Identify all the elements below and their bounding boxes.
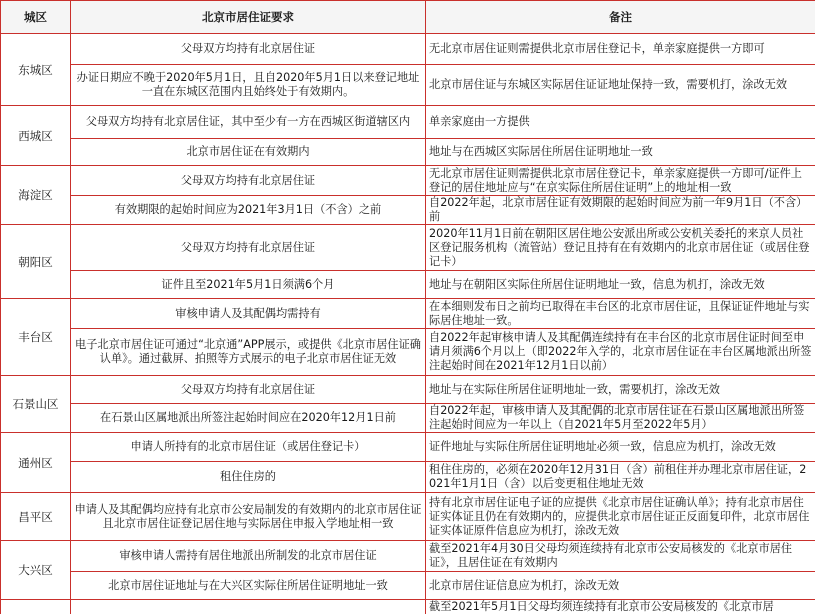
table-row <box>1 329 815 376</box>
requirement-cell: 父母双方均持有北京居住证 <box>71 166 426 196</box>
note-cell: 北京市居住证信息应为机打，涂改无效 <box>426 572 815 600</box>
requirement-cell-partial <box>71 600 426 614</box>
note-cell: 持有北京市居住证电子证的应提供《北京市居住证确认单》；持有北京市居住证实体证且仍在有效期内的，应提供北京市居住证正反面复印件，北京市居住证实体证原件信息应为机打，涂改无效 <box>426 493 815 541</box>
table-row-partial <box>1 600 815 614</box>
table-row <box>1 271 815 299</box>
requirement-cell: 父母双方均持有北京居住证 <box>71 376 426 404</box>
note-cell: 北京市居住证与东城区实际居住证证地址保持一致，需要机打，涂改无效 <box>426 65 815 106</box>
note-cell: 自2022年起，审核申请人及其配偶的北京市居住证在石景山区属地派出所签注起始时间应为一年以上（自2021年5月至2022年5月） <box>426 404 815 433</box>
note-cell: 无北京市居住证则需提供北京市居住登记卡，单亲家庭提供一方即可/证件上登记的居住地址应与“在京实际住所居住证明”上的地址相一致 <box>426 166 815 196</box>
table-row <box>1 65 815 106</box>
requirement-cell: 父母双方均持有北京居住证 <box>71 225 426 271</box>
note-cell: 2020年11月1日前在朝阳区居住地公安派出所或公安机关委托的来京人员社区登记服务机构（流管站）登记且持有在有效期内的北京市居住证（或居住登记卡） <box>426 225 815 271</box>
requirement-cell: 申请人所持有的北京市居住证（或居住登记卡） <box>71 433 426 462</box>
requirement-cell: 办证日期应不晚于2020年5月1日，且自2020年5月1日以来登记地址一直在东城区范围内且始终处于有效期内。 <box>71 65 426 106</box>
district-cell: 东城区 <box>1 34 71 106</box>
requirement-cell: 父母双方均持有北京居住证 <box>71 34 426 65</box>
note-cell: 证件地址与实际住所居住证明地址必须一致，信息应为机打，涂改无效 <box>426 433 815 462</box>
note-cell: 租住住房的，必须在2020年12月31日（含）前租住并办理北京市居住证，2021年1月1日（含）以后变更租住地址无效 <box>426 462 815 493</box>
district-cell: 朝阳区 <box>1 225 71 299</box>
table-row <box>1 196 815 225</box>
district-cell: 丰台区 <box>1 299 71 376</box>
table-header <box>1 1 815 34</box>
note-cell: 自2022年起审核申请人及其配偶连续持有在丰台区的北京市居住证时间至申请月须满6个月以上（即2022年入学的，北京市居住证在丰台区属地派出所签注起始时间在2021年12月1日以前） <box>426 329 815 376</box>
table-row <box>1 34 815 65</box>
table-row <box>1 404 815 433</box>
requirement-cell: 证件且至2021年5月1日须满6个月 <box>71 271 426 299</box>
requirement-cell: 北京市居住证地址与在大兴区实际住所居住证明地址一致 <box>71 572 426 600</box>
table-row <box>1 433 815 462</box>
table-row <box>1 572 815 600</box>
district-cell: 通州区 <box>1 433 71 493</box>
requirement-cell: 北京市居住证在有效期内 <box>71 139 426 166</box>
requirement-cell: 申请人及其配偶均应持有北京市公安局制发的有效期内的北京市居住证且北京市居住证登记居住地与实际居住申报入学地址相一致 <box>71 493 426 541</box>
table-row <box>1 139 815 166</box>
header-requirement: 北京市居住证要求 <box>71 1 426 34</box>
table-row <box>1 299 815 329</box>
table-row <box>1 166 815 196</box>
district-cell: 海淀区 <box>1 166 71 225</box>
table-row <box>1 225 815 271</box>
table-row <box>1 493 815 541</box>
note-cell: 地址与在朝阳区实际住所居住证明地址一致，信息为机打，涂改无效 <box>426 271 815 299</box>
note-cell: 地址与在西城区实际居住所居住证明地址一致 <box>426 139 815 166</box>
header-district: 城区 <box>1 1 71 34</box>
note-cell: 单亲家庭由一方提供 <box>426 106 815 139</box>
requirement-cell: 在石景山区属地派出所签注起始时间应在2020年12月1日前 <box>71 404 426 433</box>
note-cell: 在本细则发布日之前均已取得在丰台区的北京市居住证，且保证证件地址与实际居住地址一致。 <box>426 299 815 329</box>
note-cell: 无北京市居住证则需提供北京市居住登记卡，单亲家庭提供一方即可 <box>426 34 815 65</box>
table-row <box>1 462 815 493</box>
requirement-cell: 电子北京市居住证可通过“北京通”APP展示，或提供《北京市居住证确认单》。通过截屏、拍照等方式展示的电子北京市居住证无效 <box>71 329 426 376</box>
table-row <box>1 376 815 404</box>
requirement-cell: 父母双方均持有北京居住证，其中至少有一方在西城区街道辖区内 <box>71 106 426 139</box>
requirement-cell: 审核申请人需持有居住地派出所制发的北京市居住证 <box>71 541 426 572</box>
district-cell-partial <box>1 600 71 614</box>
district-cell: 昌平区 <box>1 493 71 541</box>
requirement-cell: 有效期限的起始时间应为2021年3月1日（不含）之前 <box>71 196 426 225</box>
note-cell-partial: 截至2021年5月1日父母均须连续持有北京市公安局核发的《北京市居 <box>426 600 815 614</box>
note-cell: 自2022年起，北京市居住证有效期限的起始时间应为前一年9月1日（不含）前 <box>426 196 815 225</box>
header-note: 备注 <box>426 1 815 34</box>
table-row <box>1 106 815 139</box>
note-cell: 地址与在实际住所居住证明地址一致，需要机打，涂改无效 <box>426 376 815 404</box>
requirement-cell: 审核申请人及其配偶均需持有 <box>71 299 426 329</box>
district-cell: 石景山区 <box>1 376 71 433</box>
table-row <box>1 541 815 572</box>
note-cell: 截至2021年4月30日父母均须连续持有北京市公安局核发的《北京市居住证》，且居住证在有效期内 <box>426 541 815 572</box>
district-cell: 大兴区 <box>1 541 71 600</box>
district-cell: 西城区 <box>1 106 71 166</box>
requirement-cell: 租住住房的 <box>71 462 426 493</box>
